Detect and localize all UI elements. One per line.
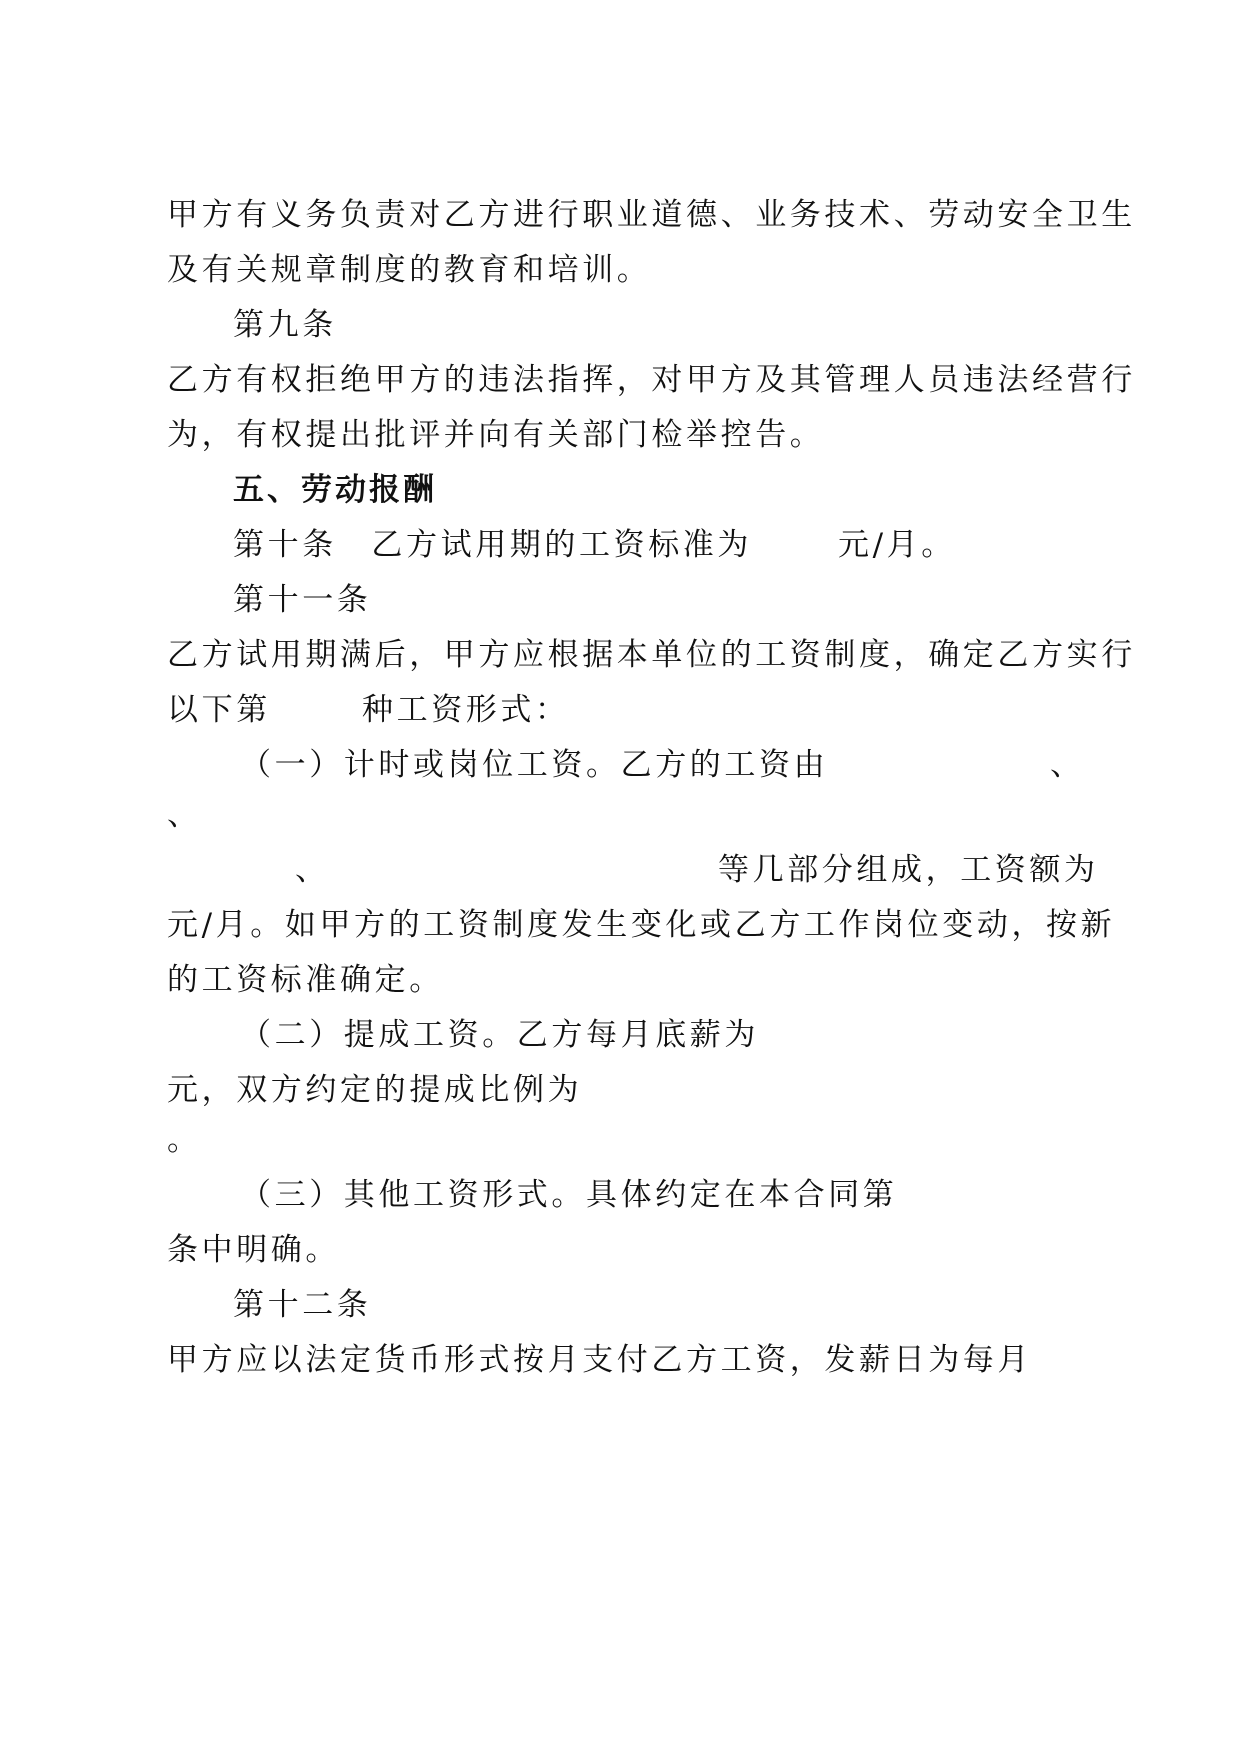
item-2-line3: 。 bbox=[167, 1122, 202, 1158]
paragraph-line: 甲方应以法定货币形式按月支付乙方工资，发薪日为每月 bbox=[167, 1342, 1032, 1378]
article-11-line2-prefix: 以下第 bbox=[167, 692, 271, 728]
item-1-prefix: （一）计时或岗位工资。乙方的工资由 bbox=[240, 747, 829, 783]
article-11-title: 第十一条 bbox=[233, 582, 372, 618]
paragraph-line: 的工资标准确定。 bbox=[167, 962, 444, 998]
article-11-line2-suffix: 种工资形式： bbox=[362, 692, 570, 728]
article-10-prefix: 第十条 乙方试用期的工资标准为 bbox=[233, 527, 752, 563]
paragraph-line: 及有关规章制度的教育和培训。 bbox=[167, 252, 652, 288]
paragraph-line: 甲方有义务负责对乙方进行职业道德、业务技术、劳动安全卫生 bbox=[167, 197, 1136, 233]
article-10-suffix: 元/月。 bbox=[838, 527, 956, 563]
item-2-line2: 元，双方约定的提成比例为 bbox=[167, 1072, 583, 1108]
item-3-line1: （三）其他工资形式。具体约定在本合同第 bbox=[240, 1177, 898, 1213]
item-1-line3-comma: 、 bbox=[295, 852, 330, 888]
paragraph-line: 为，有权提出批评并向有关部门检举控告。 bbox=[167, 417, 825, 453]
article-12-title: 第十二条 bbox=[233, 1287, 372, 1323]
item-1-comma-line: 、 bbox=[167, 797, 202, 833]
paragraph-line: 元/月。如甲方的工资制度发生变化或乙方工作岗位变动，按新 bbox=[167, 907, 1116, 943]
item-1-comma: 、 bbox=[1050, 747, 1085, 783]
paragraph-line: 乙方试用期满后，甲方应根据本单位的工资制度，确定乙方实行 bbox=[167, 637, 1136, 673]
item-1-line3-suffix: 等几部分组成，工资额为 bbox=[718, 852, 1099, 888]
section-heading: 五、劳动报酬 bbox=[233, 472, 437, 508]
item-3-line2: 条中明确。 bbox=[167, 1232, 340, 1268]
article-9-title: 第九条 bbox=[233, 307, 337, 343]
item-2-line1: （二）提成工资。乙方每月底薪为 bbox=[240, 1017, 759, 1053]
paragraph-line: 乙方有权拒绝甲方的违法指挥，对甲方及其管理人员违法经营行 bbox=[167, 362, 1136, 398]
